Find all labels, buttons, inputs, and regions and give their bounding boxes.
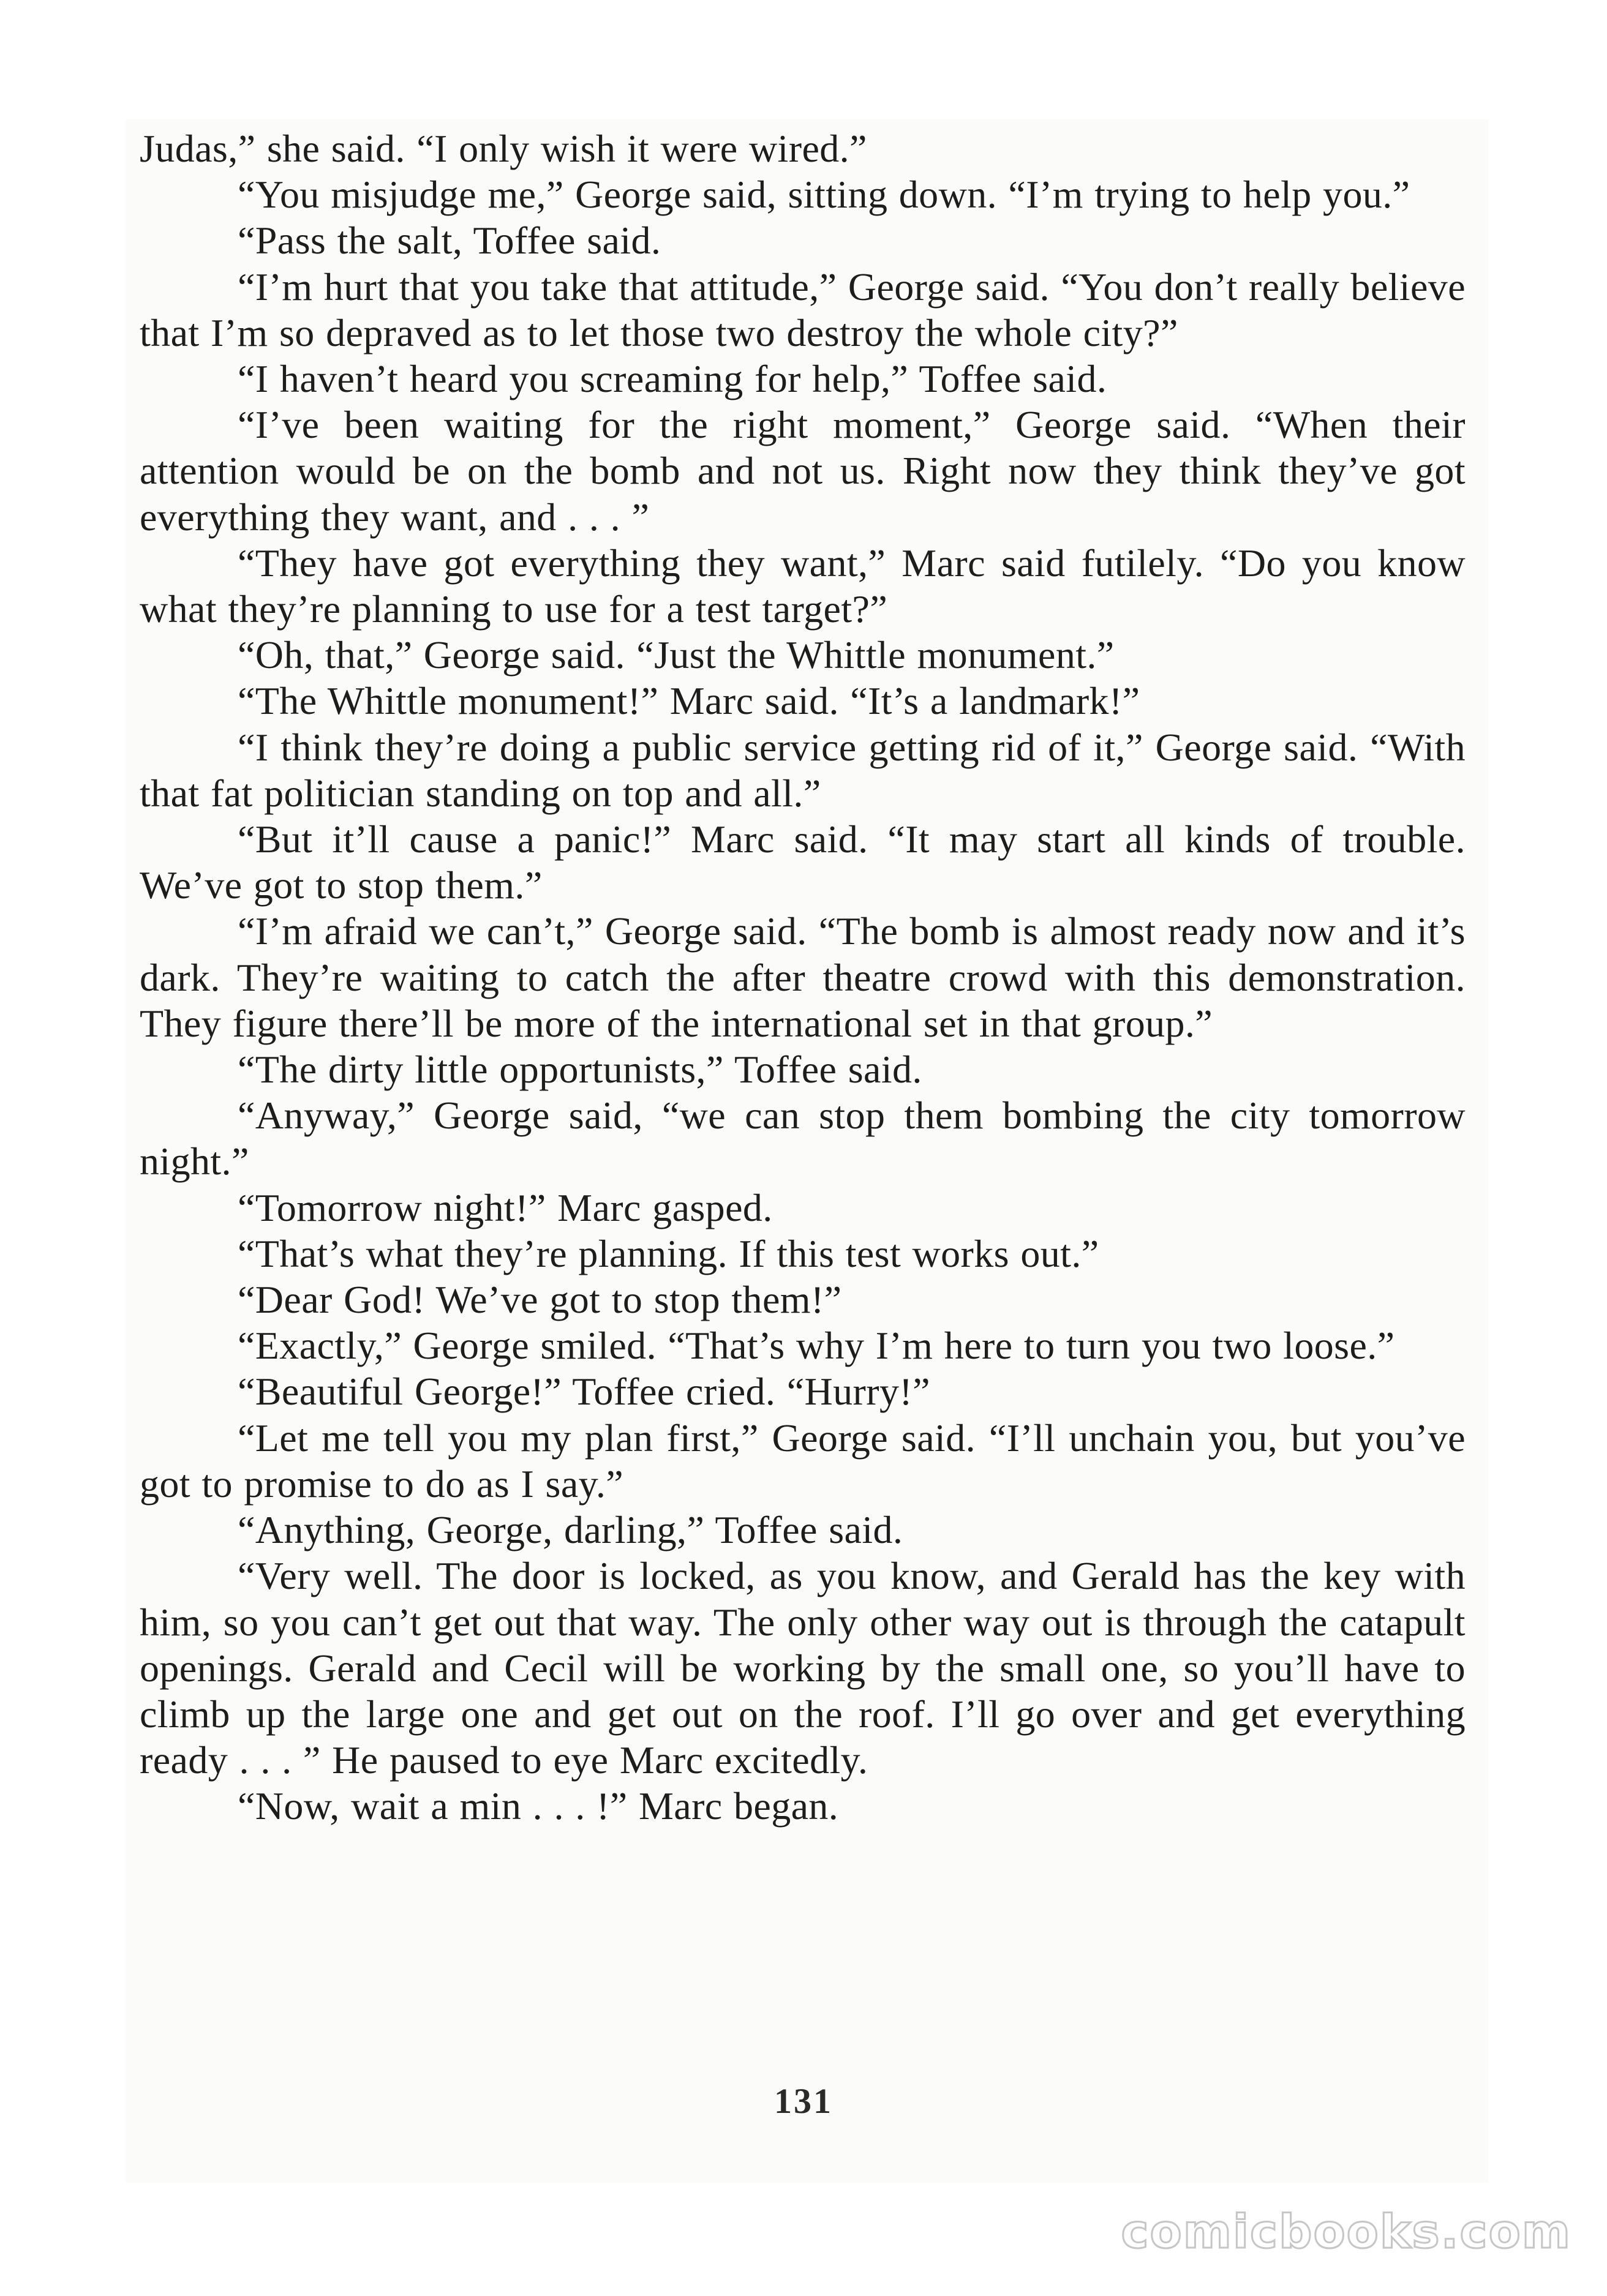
paragraph: Judas,” she said. “I only wish it were wired.” bbox=[140, 127, 867, 170]
paragraph: “You misjudge me,” George said, sitting down. “I’m trying to help you.” bbox=[238, 173, 1410, 217]
paragraph: “Exactly,” George smiled. “That’s why I’m here to turn you two loose.” bbox=[238, 1324, 1395, 1368]
paragraph: “Pass the salt, Toffee said. bbox=[238, 219, 661, 263]
paragraph: “I’ve been waiting for the right moment,” George said. “When their attention would be on the bomb and not us. Right now they think they’ve got everything they want, and . . . ” bbox=[140, 403, 1466, 539]
paragraph: “The dirty little opportunists,” Toffee said. bbox=[238, 1048, 922, 1092]
page-number: 131 bbox=[774, 2081, 833, 2121]
paragraph: “The Whittle monument!” Marc said. “It’s a landmark!” bbox=[238, 679, 1140, 723]
paragraph: “I think they’re doing a public service getting rid of it,” George said. “With that fat politician standing on top and all.” bbox=[140, 725, 1466, 815]
watermark-logo: comicbooks.com bbox=[1121, 2204, 1571, 2259]
paragraph: “Anything, George, darling,” Toffee said. bbox=[238, 1508, 903, 1552]
body-text bbox=[140, 126, 1466, 1829]
paragraph: “Anyway,” George said, “we can stop them bombing the city tomorrow night.” bbox=[140, 1094, 1466, 1184]
paragraph: “Let me tell you my plan first,” George said. “I’ll unchain you, but you’ve got to promise to do as I say.” bbox=[140, 1416, 1466, 1506]
paragraph: “That’s what they’re planning. If this test works out.” bbox=[238, 1231, 1099, 1275]
paragraph: “They have got everything they want,” Marc said futilely. “Do you know what they’re planning to use for a test target?” bbox=[140, 541, 1466, 631]
paragraph: “I’m afraid we can’t,” George said. “The bomb is almost ready now and it’s dark. They’re waiting to catch the after theatre crowd with this demonstration. They figure there’ll be more of the international set in that group.” bbox=[140, 909, 1466, 1045]
paragraph: “Now, wait a min . . . !” Marc began. bbox=[238, 1784, 839, 1828]
paragraph: “Very well. The door is locked, as you know, and Gerald has the key with him, so you can’t get out that way. The only other way out is through the catapult openings. Gerald and Cecil will be working by the small one, so you’ll have to climb up the large one and get out on the roof. I’ll go over and get everything ready . . . ” He paused to eye Marc excitedly. bbox=[140, 1554, 1466, 1782]
paragraph: “But it’ll cause a panic!” Marc said. “It may start all kinds of trouble. We’ve got to stop them.” bbox=[140, 817, 1466, 907]
paragraph: “Tomorrow night!” Marc gasped. bbox=[238, 1185, 773, 1229]
paragraph: “I haven’t heard you screaming for help,” Toffee said. bbox=[238, 357, 1107, 401]
paragraph: “Dear God! We’ve got to stop them!” bbox=[238, 1278, 842, 1322]
paragraph: “I’m hurt that you take that attitude,” George said. “You don’t really believe that I’m so depraved as to let those two destroy the whole city?” bbox=[140, 264, 1466, 355]
paragraph: “Oh, that,” George said. “Just the Whittle monument.” bbox=[238, 633, 1115, 677]
paragraph: “Beautiful George!” Toffee cried. “Hurry!” bbox=[238, 1370, 930, 1414]
